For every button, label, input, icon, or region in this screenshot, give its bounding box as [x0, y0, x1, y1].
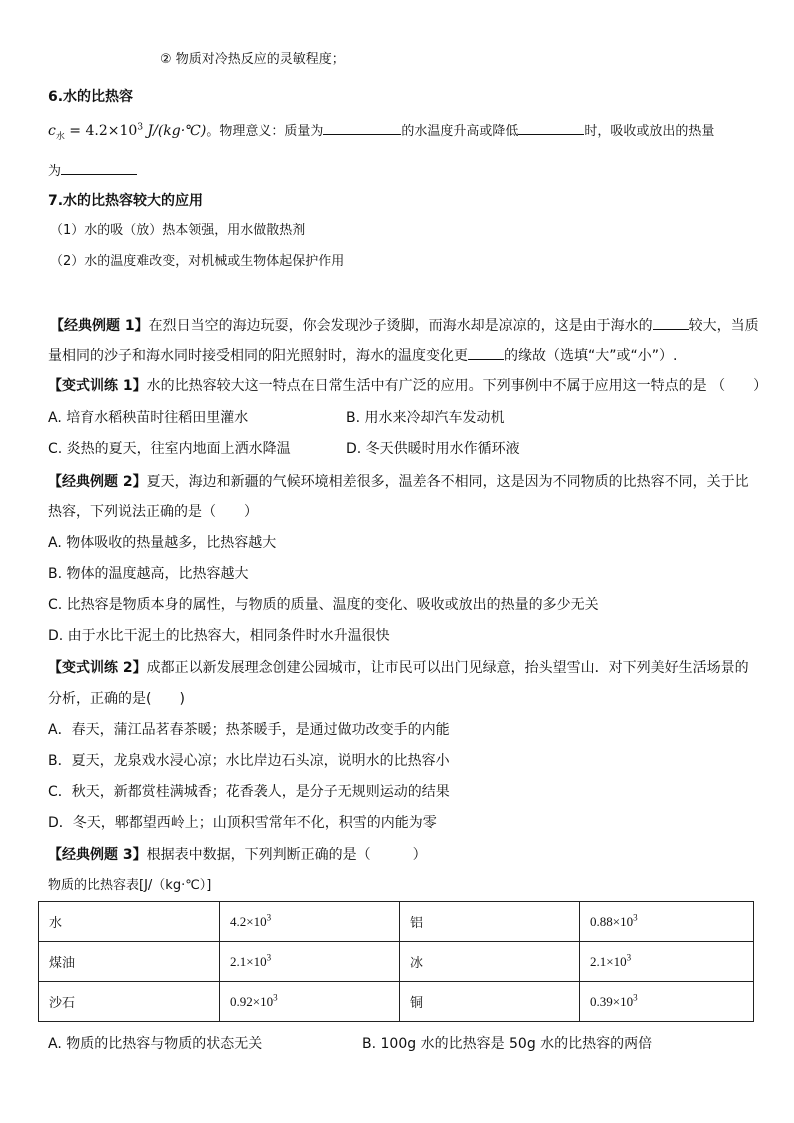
- example2-option-b[interactable]: B. 物体的温度越高，比热容越大: [48, 566, 249, 582]
- section7-item1: （1）水的吸（放）热本领强，用水做散热剂: [50, 223, 306, 238]
- table-row: [39, 902, 754, 942]
- blank-example1-b[interactable]: [468, 345, 504, 360]
- value-cell: $0.39\times 10^3$: [580, 982, 754, 1022]
- example2-option-a[interactable]: A. 物体吸收的热量越多，比热容越大: [48, 535, 277, 551]
- example1-tag: 【经典例题 1】: [50, 318, 149, 334]
- blank-temperature[interactable]: [518, 120, 584, 135]
- example2-option-c[interactable]: C. 比热容是物质本身的属性，与物质的质量、温度的变化、吸收或放出的热量的多少无关: [48, 597, 599, 613]
- value-cell: $0.92\times 10^3$: [220, 982, 400, 1022]
- substance-cell: 沙石: [39, 982, 220, 1022]
- substance-cell: 铝: [400, 902, 580, 942]
- example2-option-d[interactable]: D. 由于水比干泥土的比热容大，相同条件时水升温很快: [48, 628, 390, 644]
- specific-heat-table: [38, 901, 754, 1022]
- substance-cell: 水: [39, 902, 220, 942]
- formula: $c_水 = 4.2\times 10^3$ J/(kg·℃): [48, 122, 207, 142]
- table-row: [39, 942, 754, 982]
- variant1-option-b[interactable]: B. 用水来冷却汽车发动机: [346, 410, 505, 426]
- section7-title: 7.水的比热容较大的应用: [48, 193, 204, 209]
- example2-line1: 【经典例题 2】夏天，海边和新疆的气候环境相差很多，温差各不相同，这是因为不同物质的比热容不同，关于比: [48, 474, 749, 490]
- variant2-option-b[interactable]: B．夏天，龙泉戏水浸心凉；水比岸边石头凉，说明水的比热容小: [48, 753, 450, 769]
- example1-line1: 【经典例题 1】在烈日当空的海边玩耍，你会发现沙子烫脚，而海水却是凉凉的，这是由于海水的 较大，当质: [50, 315, 759, 336]
- example3-option-a[interactable]: A. 物质的比热容与物质的状态无关: [48, 1036, 263, 1052]
- heat-capacity-formula-line: $c_水 = 4.2\times 10^3$ J/(kg·℃)。物理意义：质量为 的水温度升高或降低 时，吸收或放出的热量: [48, 120, 714, 142]
- example3-tag: 【经典例题 3】: [48, 847, 147, 863]
- variant2-line1: 【变式训练 2】成都正以新发展理念创建公园城市，让市民可以出门见绿意，抬头望雪山．对下列美好生活场景的: [48, 660, 749, 676]
- item-sensitivity: ② 物质对冷热反应的灵敏程度；: [160, 52, 345, 67]
- variant1-option-d[interactable]: D. 冬天供暖时用水作循环液: [346, 441, 520, 457]
- formula-continuation: 为: [48, 160, 137, 182]
- blank-example1-a[interactable]: [653, 315, 689, 330]
- table-row: [39, 982, 754, 1022]
- variant1-tag: 【变式训练 1】: [48, 378, 147, 394]
- variant2-option-c[interactable]: C．秋天，新都赏桂满城香；花香袭人，是分子无规则运动的结果: [48, 784, 450, 800]
- variant2-option-a[interactable]: A．春天，蒲江品茗春茶暖；热茶暖手，是通过做功改变手的内能: [48, 722, 450, 738]
- value-cell: $0.88\times 10^3$: [580, 902, 754, 942]
- variant2-line2: 分析，正确的是( ): [48, 691, 185, 707]
- value-cell: $4.2\times 10^3$: [220, 902, 400, 942]
- value-cell: $2.1\times 10^3$: [580, 942, 754, 982]
- substance-cell: 煤油: [39, 942, 220, 982]
- substance-cell: 冰: [400, 942, 580, 982]
- substance-cell: 铜: [400, 982, 580, 1022]
- example3-stem: 【经典例题 3】根据表中数据，下列判断正确的是（ ）: [48, 847, 427, 863]
- section7-item2: （2）水的温度难改变，对机械或生物体起保护作用: [50, 254, 345, 269]
- variant2-option-d[interactable]: D．冬天，郫都望西岭上；山顶积雪常年不化，积雪的内能为零: [48, 815, 437, 831]
- blank-mass[interactable]: [323, 120, 401, 135]
- variant1-option-c[interactable]: C. 炎热的夏天，往室内地面上洒水降温: [48, 441, 291, 457]
- example1-line2: 量相同的沙子和海水同时接受相同的阳光照射时，海水的温度变化更 的缘故（选填“大”或“小”）.: [48, 345, 677, 366]
- variant2-tag: 【变式训练 2】: [48, 660, 147, 676]
- table-caption: 物质的比热容表[J/（kg·℃）]: [48, 878, 212, 893]
- variant1-stem: 【变式训练 1】水的比热容较大这一特点在日常生活中有广泛的应用。下列事例中不属于应用这一特点的是 （ ）: [48, 378, 768, 394]
- variant1-option-a[interactable]: A. 培育水稻秧苗时往稻田里灌水: [48, 410, 249, 426]
- example2-tag: 【经典例题 2】: [48, 474, 147, 490]
- blank-heat[interactable]: [61, 160, 137, 175]
- example2-line2: 热容，下列说法正确的是（ ）: [48, 504, 258, 520]
- value-cell: $2.1\times 10^3$: [220, 942, 400, 982]
- example3-option-b[interactable]: B. 100g 水的比热容是 50g 水的比热容的两倍: [362, 1036, 653, 1052]
- section6-title: 6.水的比热容: [48, 89, 134, 105]
